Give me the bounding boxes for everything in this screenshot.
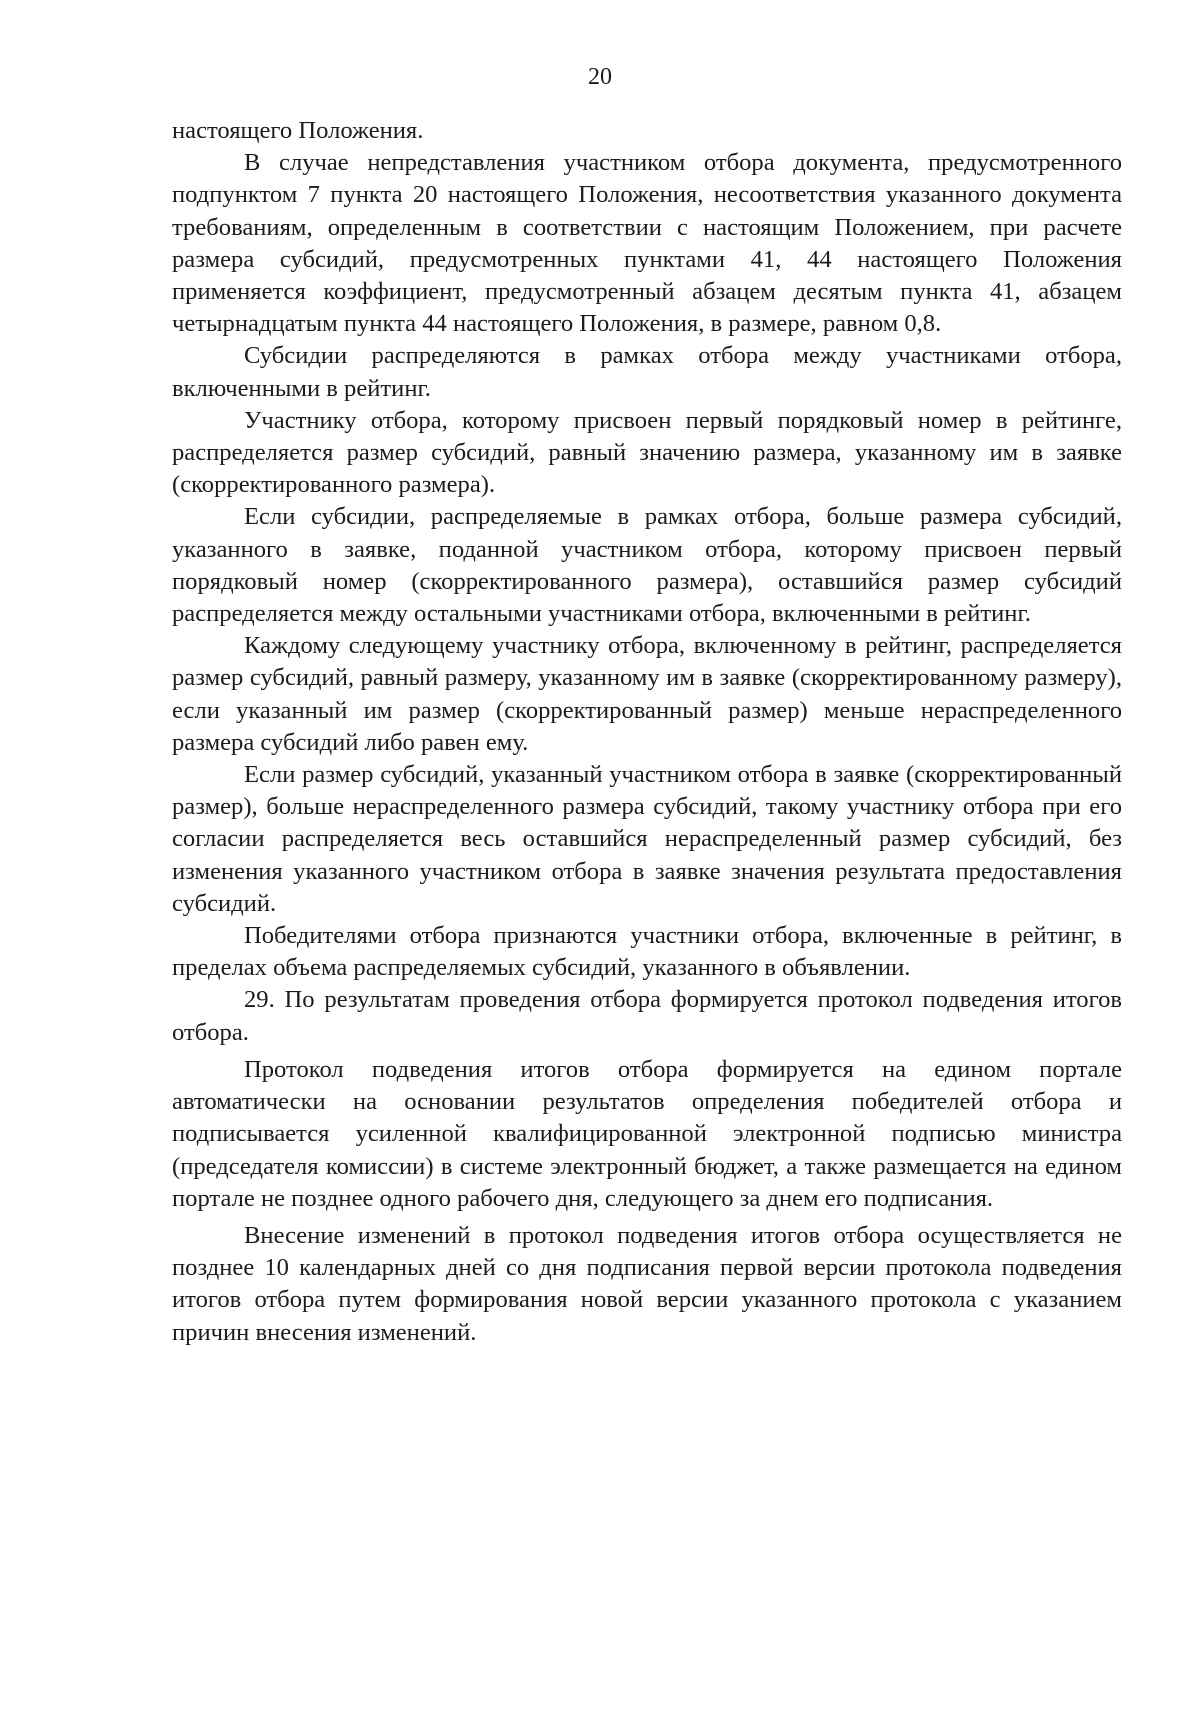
paragraph-winners: Победителями отбора признаются участники отбора, включенные в рейтинг, в пределах объема распределяемых субсидий, указанного в объявлении.	[172, 922, 1122, 982]
paragraph-protocol-portal: Протокол подведения итогов отбора формируется на едином портале автоматически на основании результатов определения победителей отбора и подписывается усиленной квалифицированной электронной подписью министра (председателя комиссии) в системе электронный бюджет, а также размещается на едином портале не позднее одного рабочего дня, следующего за днем его подписания.	[172, 1055, 1122, 1212]
paragraph-continuation: настоящего Положения.	[172, 117, 424, 144]
paragraph-distribution: Субсидии распределяются в рамках отбора между участниками отбора, включенными в рейтинг.	[172, 342, 1122, 402]
document-body	[172, 115, 1122, 1349]
paragraph-first-participant: Участнику отбора, которому присвоен первый порядковый номер в рейтинге, распределяется размер субсидий, равный значению размера, указанному им в заявке (скорректированного размера).	[172, 406, 1122, 499]
paragraph-item-29: 29. По результатам проведения отбора формируется протокол подведения итогов отбора.	[172, 986, 1122, 1046]
paragraph-remaining-size: Если субсидии, распределяемые в рамках отбора, больше размера субсидий, указанного в заявке, поданной участником отбора, которому присвоен первый порядковый номер (скорректированного размера), оставшийся размер субсидий распределяется между остальными участниками отбора, включенными в рейтинг.	[172, 503, 1122, 628]
paragraph-exceeding-size: Если размер субсидий, указанный участником отбора в заявке (скорректированный размер), больше нераспределенного размера субсидий, такому участнику отбора при его согласии распределяется весь оставшийся нераспределенный размер субсидий, без изменения указанного участником отбора в заявке значения результата предоставления субсидий.	[172, 761, 1122, 917]
paragraph-next-participant: Каждому следующему участнику отбора, включенному в рейтинг, распределяется размер субсидий, равный размеру, указанному им в заявке (скорректированному размеру), если указанный им размер (скорректированный размер) меньше нераспределенного размера субсидий либо равен ему.	[172, 632, 1122, 756]
paragraph-coefficient: В случае непредставления участником отбора документа, предусмотренного подпунктом 7 пункта 20 настоящего Положения, несоответствия указанного документа требованиям, определенным в соответствии с настоящим Положением, при расчете размера субсидий, предусмотренных пунктами 41, 44 настоящего Положения применяется коэффициент, предусмотренный абзацем десятым пункта 41, абзацем четырнадцатым пункта 44 настоящего Положения, в размере, равном 0,8.	[172, 149, 1122, 338]
paragraph-protocol-changes: Внесение изменений в протокол подведения итогов отбора осуществляется не позднее 10 календарных дней со дня подписания первой версии протокола подведения итогов отбора путем формирования новой версии указанного протокола с указанием причин внесения изменений.	[172, 1221, 1122, 1346]
page-number: 20	[588, 64, 612, 90]
